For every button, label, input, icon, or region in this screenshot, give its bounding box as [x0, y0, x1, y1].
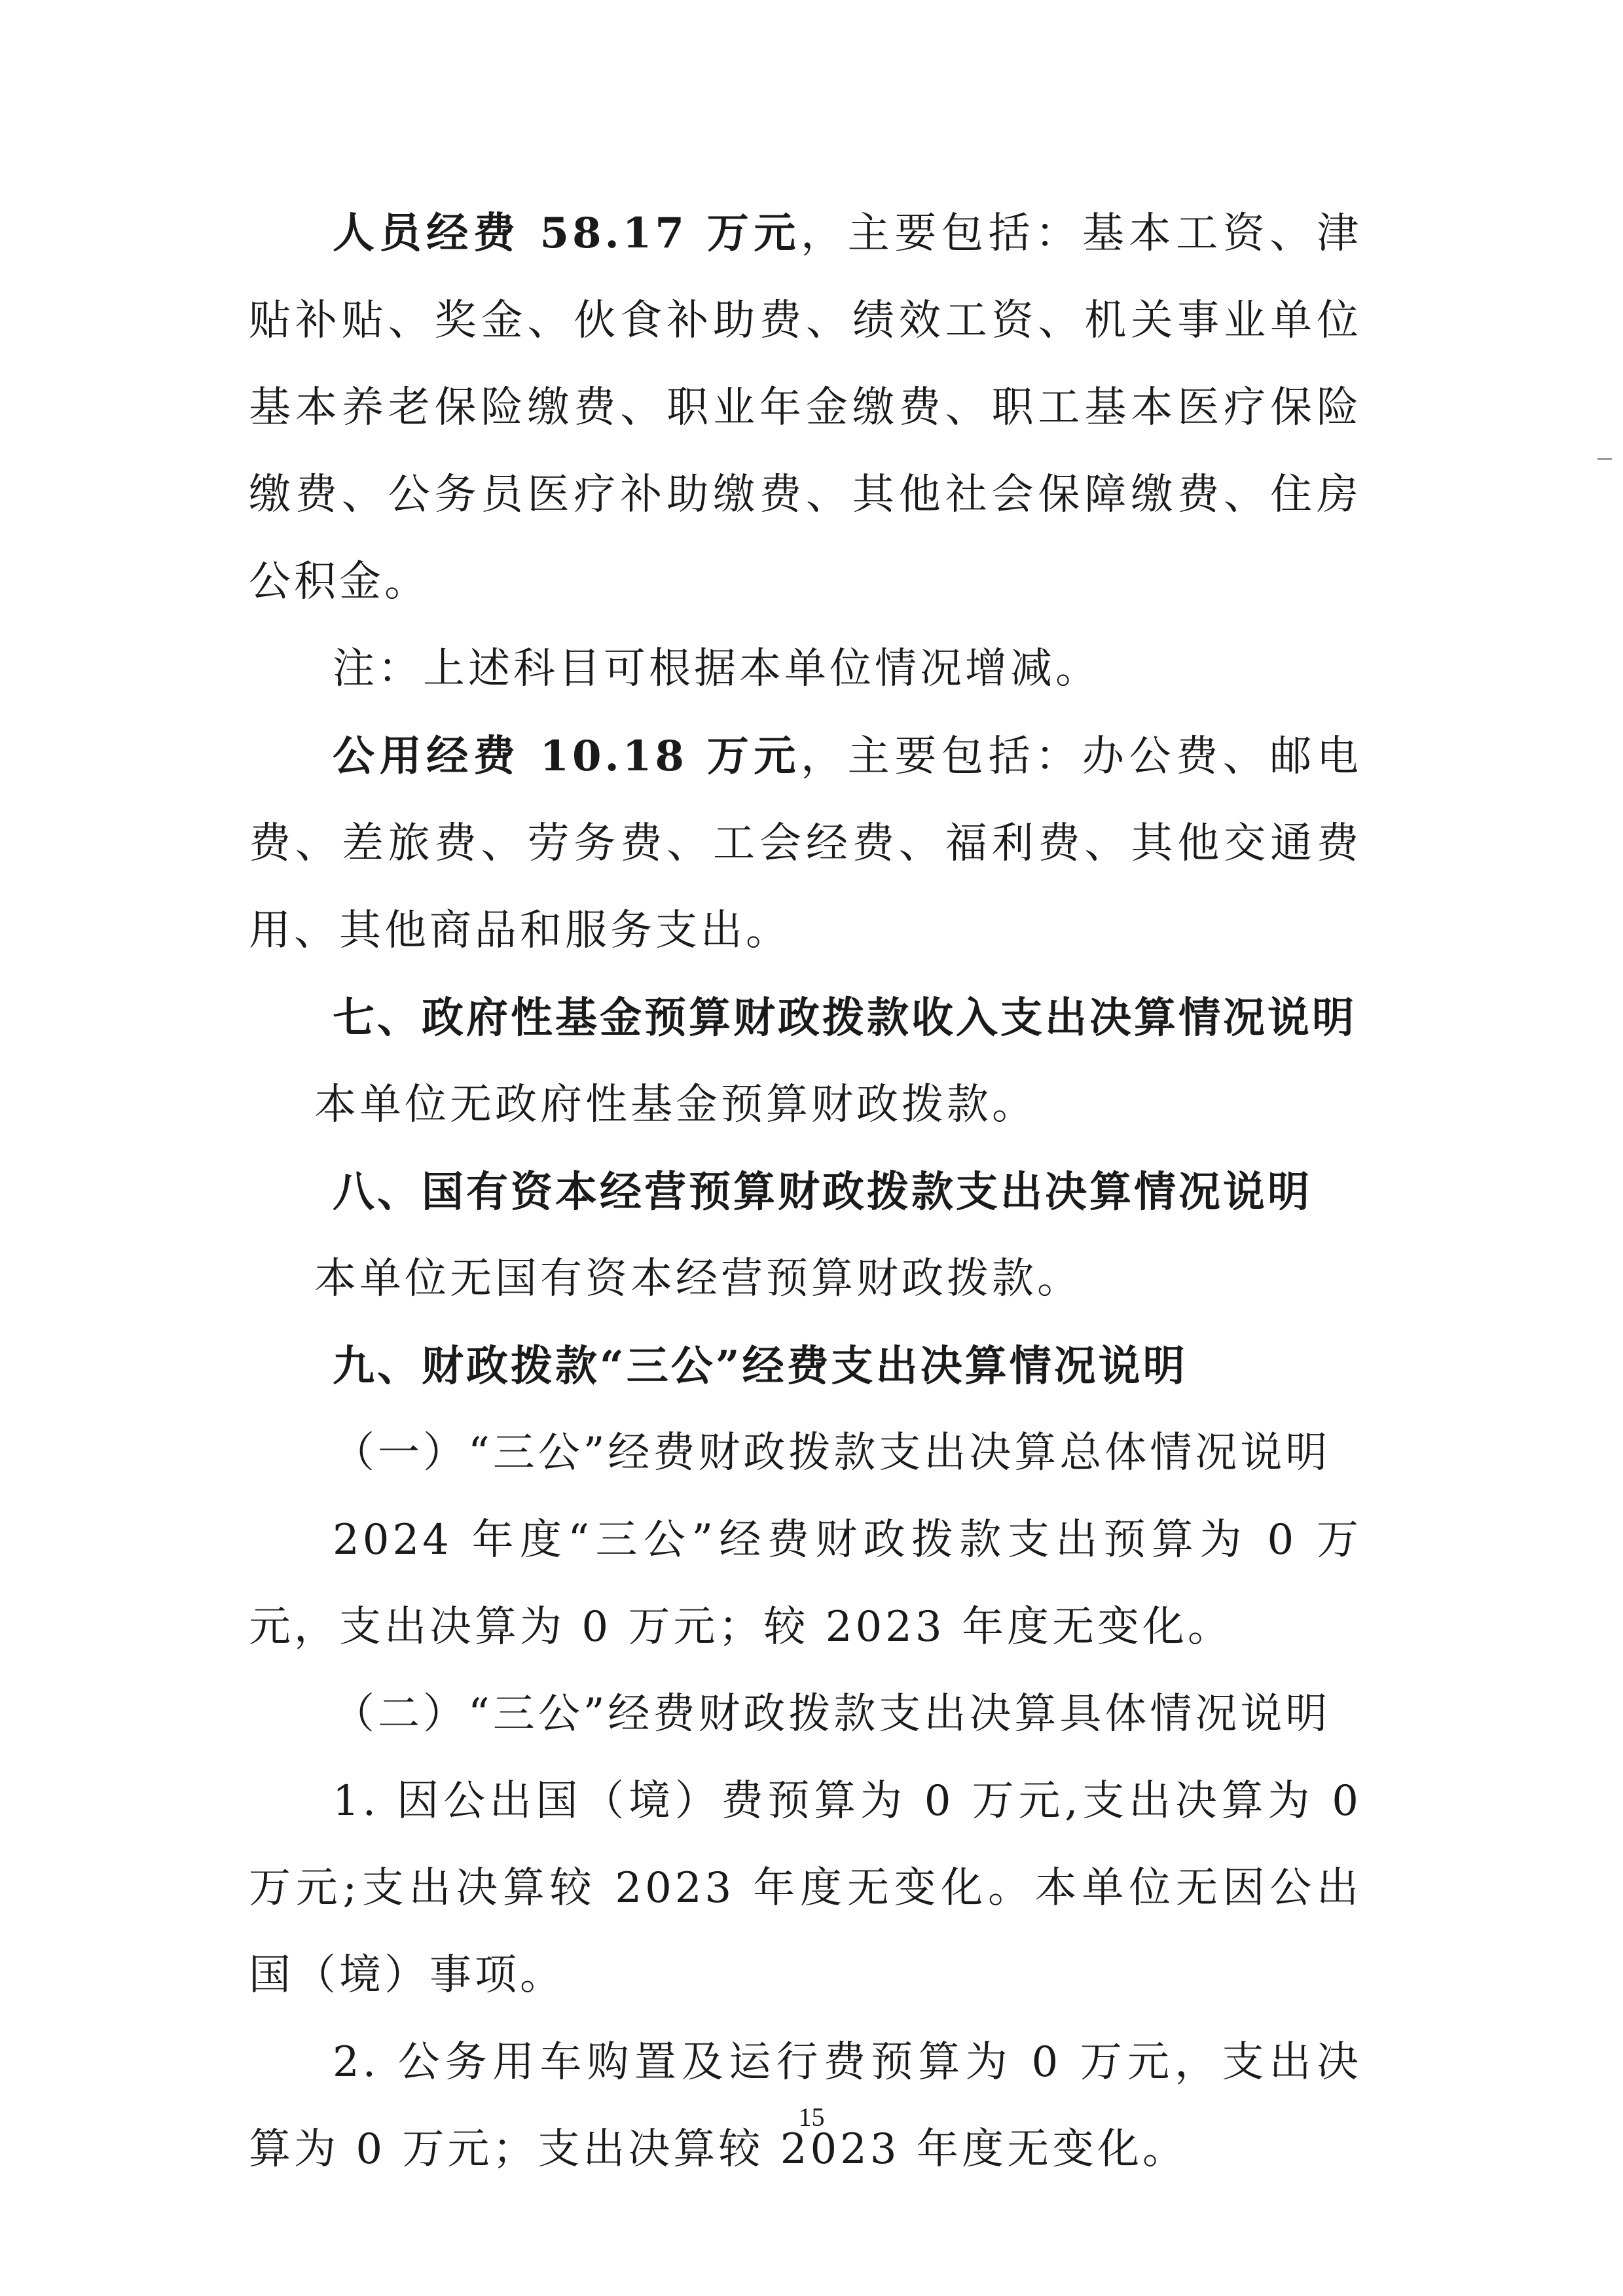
section-8-text: 本单位无国有资本经营预算财政拨款。 — [314, 1255, 1082, 1303]
section-9-item-2: 2. 公务用车购置及运行费预算为 0 万元，支出决算为 0 万元；支出决算较 2023 年度无变化。 — [249, 2038, 1362, 2174]
section-7-heading: 七、政府性基金预算财政拨款收入支出决算情况说明 — [333, 994, 1357, 1043]
page-number: 15 — [798, 2102, 825, 2132]
section-9-overall-text: 2024 年度“三公”经费财政拨款支出预算为 0 万元，支出决算为 0 万元；较 2023 年度无变化。 — [249, 1516, 1362, 1651]
personnel-expense-detail: ，主要包括：基本工资、津贴补贴、奖金、伙食补助费、绩效工资、机关事业单位基本养老保险缴费、职业年金缴费、职工基本医疗保险缴费、公务员医疗补助缴费、其他社会保障缴费、住房公积金。 — [249, 209, 1362, 606]
document-body — [249, 190, 1362, 2193]
scan-edge-mark — [1597, 458, 1612, 460]
section-9-item-1: 1. 因公出国（境）费预算为 0 万元,支出决算为 0 万元;支出决算较 2023 年度无变化。本单位无因公出国（境）事项。 — [249, 1777, 1362, 2000]
note-paragraph: 注：上述科目可根据本单位情况增减。 — [333, 645, 1101, 693]
public-expense-paragraph — [249, 713, 1362, 975]
personnel-expense-paragraph — [249, 190, 1362, 626]
section-9-heading: 九、财政拨款“三公”经费支出决算情况说明 — [333, 1342, 1188, 1391]
personnel-expense-amount: 人员经费 58.17 万元 — [333, 209, 801, 258]
section-9-subheading-2: （二）“三公”经费财政拨款支出决算具体情况说明 — [333, 1690, 1331, 1738]
section-7-text: 本单位无政府性基金预算财政拨款。 — [314, 1081, 1037, 1129]
public-expense-amount: 公用经费 10.18 万元 — [333, 732, 801, 781]
section-9-subheading-1: （一）“三公”经费财政拨款支出决算总体情况说明 — [333, 1429, 1331, 1477]
public-expense-detail: ，主要包括：办公费、邮电费、差旅费、劳务费、工会经费、福利费、其他交通费用、其他商品和服务支出。 — [249, 732, 1362, 955]
section-8-heading: 八、国有资本经营预算财政拨款支出决算情况说明 — [333, 1168, 1312, 1217]
